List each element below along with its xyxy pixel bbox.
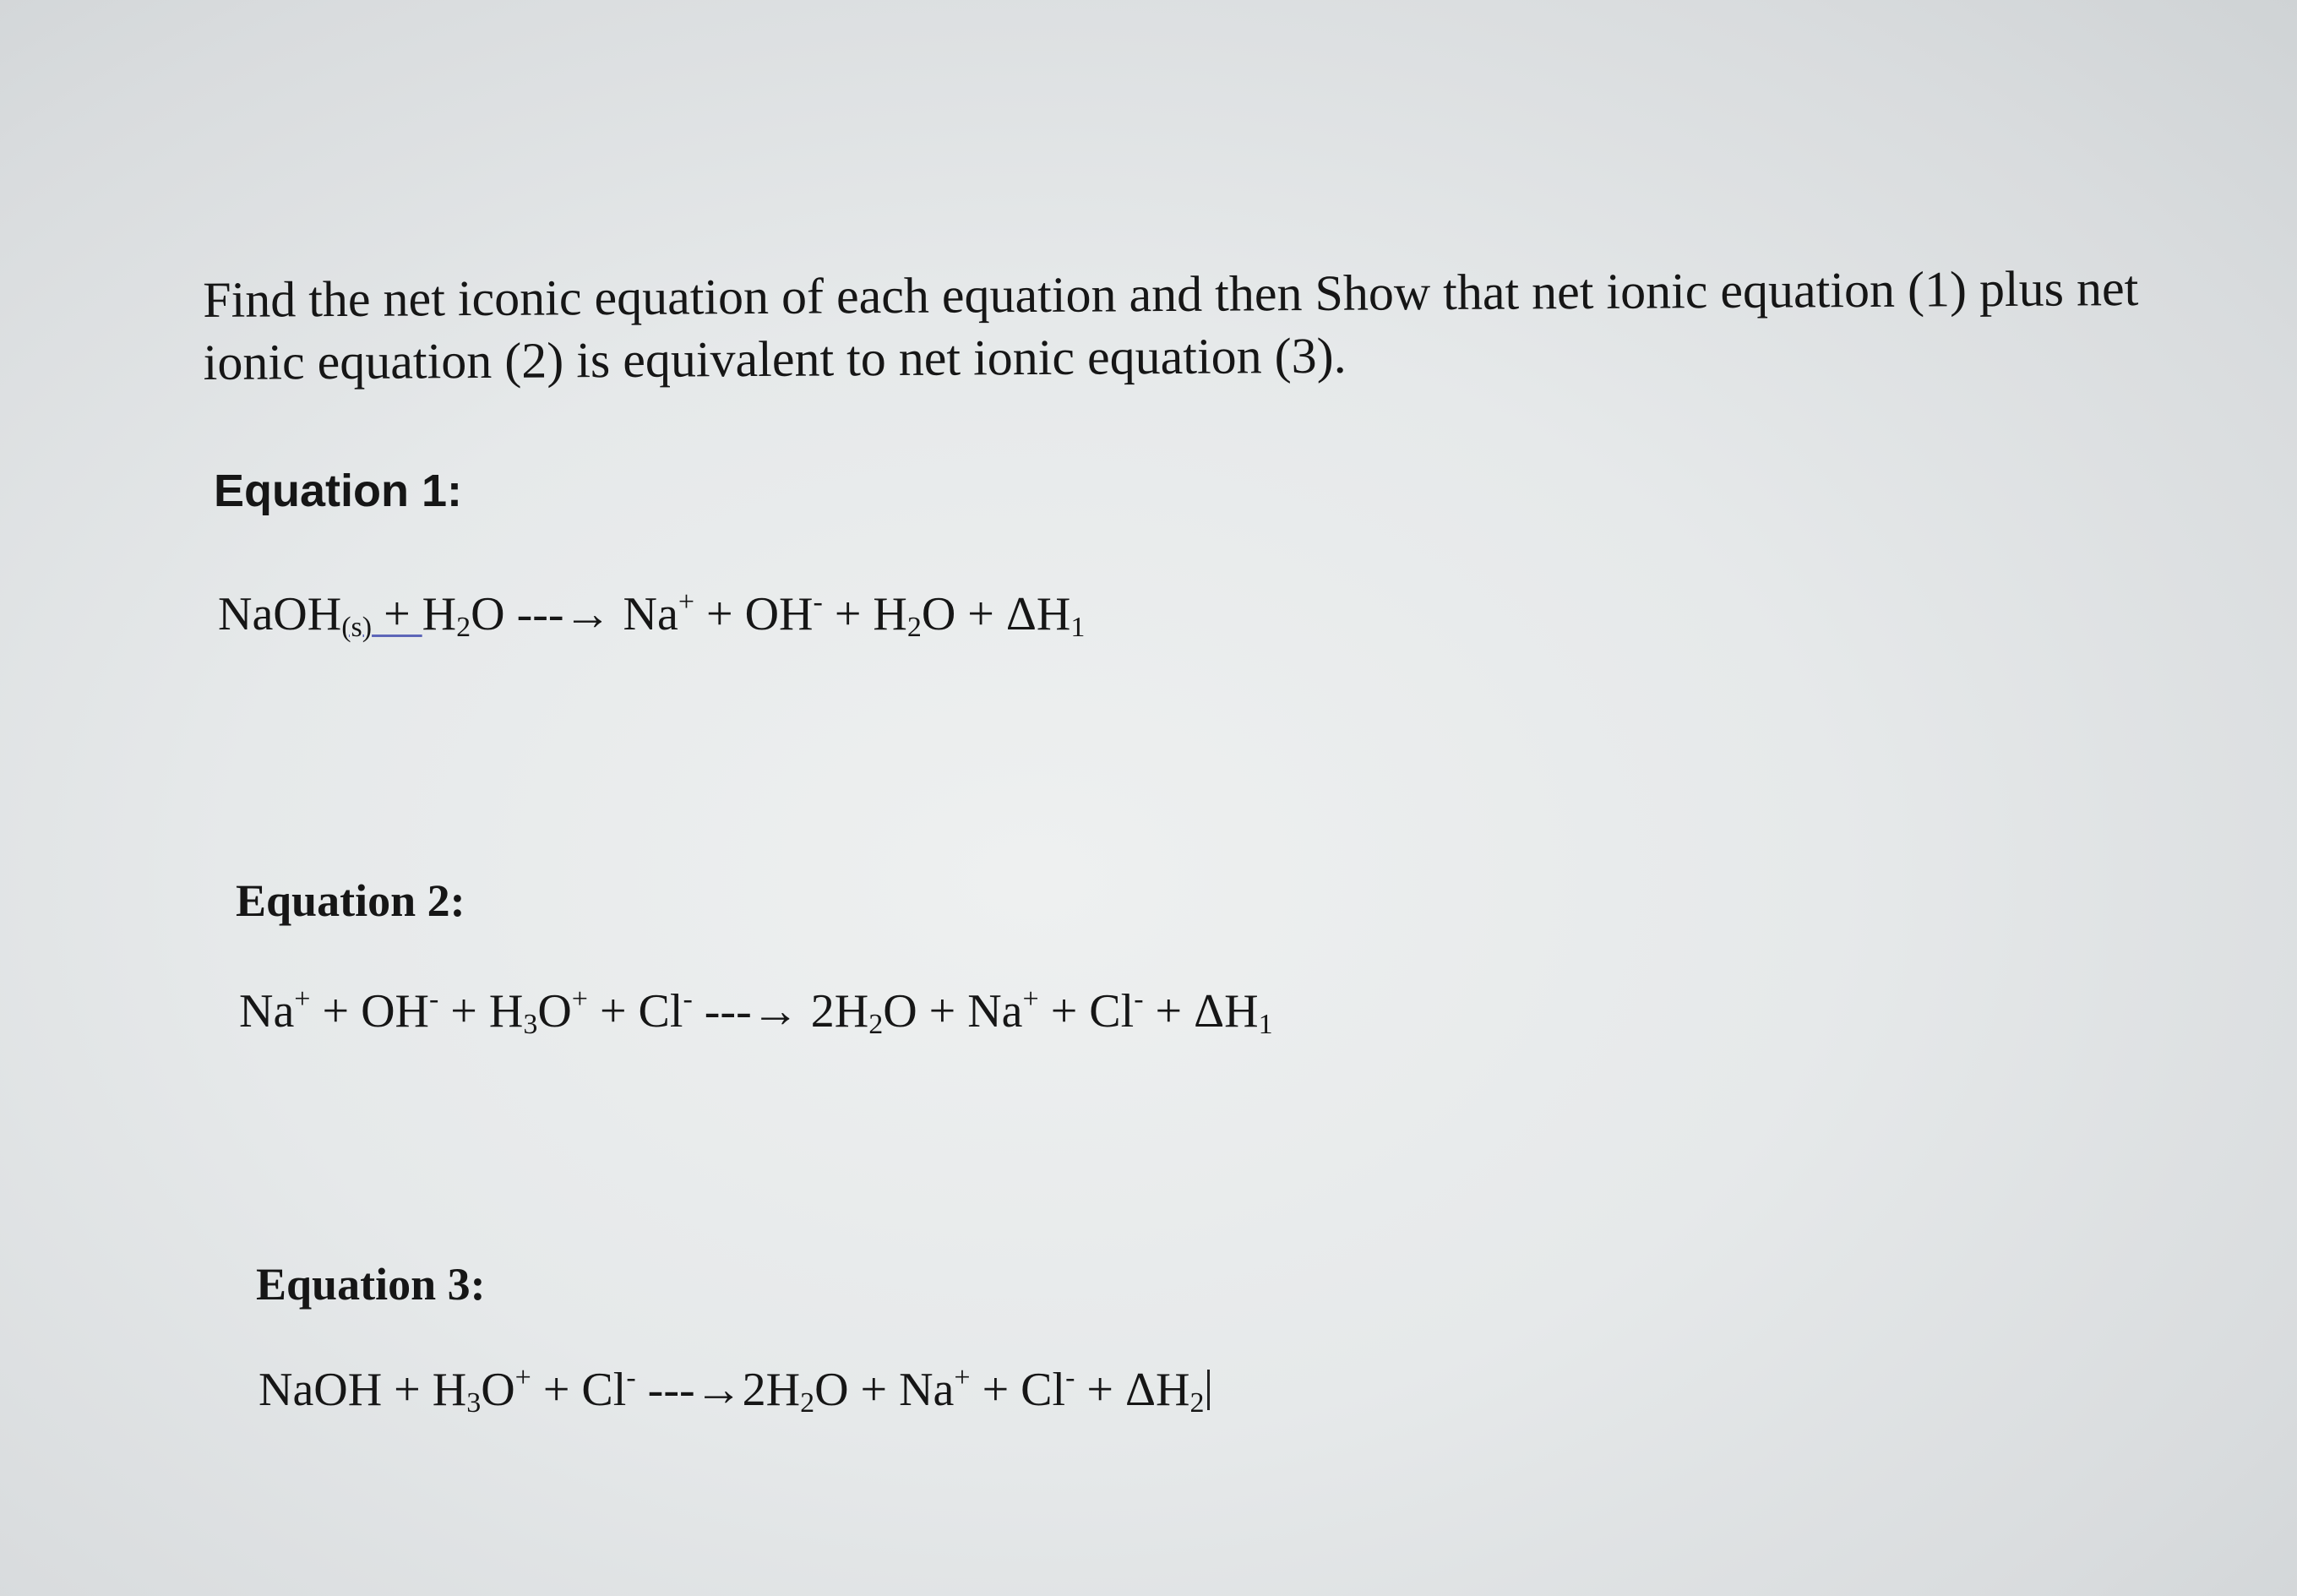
eq1-part: 1 [1070,612,1086,643]
eq3-part: O + Na [814,1364,955,1416]
equation-3-heading: Equation 3: [256,1259,486,1310]
eq2-part: 1 [1258,1009,1273,1040]
reaction-arrow-icon: → [563,588,612,640]
eq1-part: H [422,588,457,640]
eq3-part: - [1065,1362,1075,1393]
eq1-part: NaOH [218,588,342,640]
eq1-part: --- [504,588,564,640]
eq2-part: 3 [523,1009,538,1040]
eq3-part: + ΔH [1075,1364,1190,1416]
eq2-part: + [1022,983,1039,1015]
eq3-part: NaOH + H [259,1364,467,1416]
eq3-part: 2H [742,1364,801,1416]
text-cursor [1207,1370,1210,1410]
eq3-part: O [481,1364,515,1416]
eq1-part: O + ΔH [921,588,1071,640]
equation-1 [218,586,1085,644]
eq3-part: --- [635,1364,695,1416]
eq2-part: 2H [798,985,869,1038]
eq1-part: (s) [341,612,373,643]
eq2-part: + [571,983,588,1015]
eq1-part: + H [822,588,907,640]
eq1-part: + OH [694,588,814,640]
eq1-part: Na [611,588,678,640]
eq2-part: + [294,983,311,1015]
eq3-part: - [626,1362,636,1393]
eq3-part: 3 [466,1387,482,1419]
eq1-part: O [471,588,505,640]
equation-2 [239,983,1273,1041]
eq3-part: + Cl [531,1364,627,1416]
eq2-part: + Cl [587,985,683,1038]
eq2-part: - [428,983,439,1015]
eq1-part: - [813,586,823,618]
eq1-part: 2 [456,612,471,643]
eq2-part: --- [692,985,752,1038]
eq2-part: 2 [868,1009,884,1040]
eq2-part: - [683,983,693,1015]
eq3-part: 2 [1189,1387,1205,1419]
eq2-part: O + Na [883,985,1023,1038]
eq3-part: 2 [800,1387,815,1419]
eq3-part: + [954,1362,971,1393]
equation-1-heading: Equation 1: [214,466,462,516]
eq2-part: - [1134,983,1144,1015]
eq2-part: O [537,985,572,1038]
eq2-part: + ΔH [1143,985,1259,1038]
reaction-arrow-icon: → [751,985,799,1038]
eq2-part: + H [438,985,524,1038]
instructions-text: Find the net iconic equation of each equation and then Show that net ionic equation (1) plus net ionic equation (2) is equivalent to net ionic equation (3). [203,260,2139,390]
eq1-part: + [372,588,422,640]
eq2-part: + Cl [1038,985,1135,1038]
equation-2-heading: Equation 2: [236,875,465,926]
equation-3 [259,1362,1210,1419]
reaction-arrow-icon: → [694,1364,743,1416]
eq2-part: + OH [310,985,429,1038]
eq3-part: + [514,1362,531,1393]
eq1-underlined-text [341,588,422,643]
eq3-part: + Cl [970,1364,1066,1416]
eq2-part: Na [239,985,295,1038]
eq1-part: + [678,586,695,618]
eq1-part: 2 [906,612,922,643]
